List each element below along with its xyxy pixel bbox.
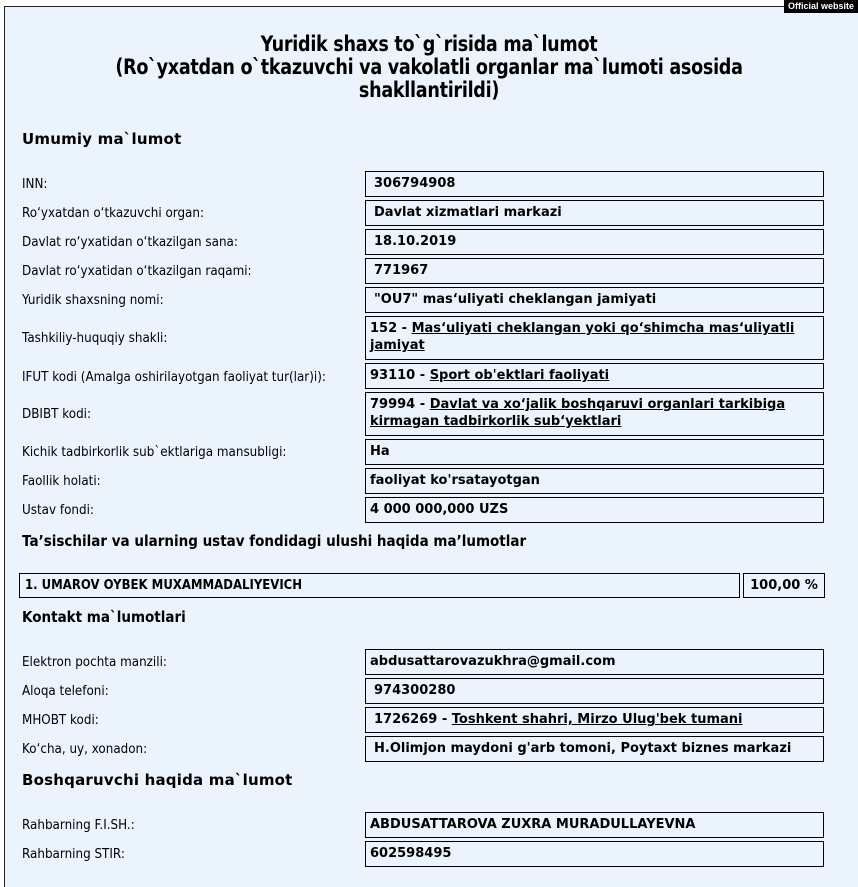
value-phone: 974300280 xyxy=(365,678,824,704)
label-registration-organ: Ro‘yxatdan o‘tkazuvchi organ: xyxy=(22,206,205,221)
label-ifut-code: IFUT kodi (Amalga oshirilayotgan faoliyat tur(lar)i): xyxy=(22,370,326,385)
section-heading-general: Umumiy ma`lumot xyxy=(22,130,182,148)
ifut-code: 93110 xyxy=(370,368,416,383)
label-manager-name: Rahbarning F.I.SH.: xyxy=(22,818,135,833)
value-charter-fund: 4 000 000,000 UZS xyxy=(365,497,824,523)
value-manager-stir: 602598495 xyxy=(365,841,824,867)
value-legal-form: 152 - Mas‘uliyati cheklangan yoki qo‘shimcha mas‘uliyatli jamiyat xyxy=(365,316,824,360)
label-charter-fund: Ustav fondi: xyxy=(22,503,94,518)
label-manager-stir: Rahbarning STIR: xyxy=(22,847,125,862)
label-phone: Aloqa telefoni: xyxy=(22,684,109,699)
value-activity-status: faoliyat ko'rsatayotgan xyxy=(365,468,824,494)
founder-name xyxy=(19,573,740,598)
title-line-1: Yuridik shaxs to`g`risida ma`lumot xyxy=(260,32,598,56)
value-entity-name xyxy=(365,287,824,313)
value-inn: 306794908 xyxy=(365,171,824,197)
label-entity-name: Yuridik shaxsning nomi: xyxy=(22,293,164,308)
value-registration-number: 771967 xyxy=(365,258,824,284)
value-email: abdusattarovazukhra@gmail.com xyxy=(365,649,824,675)
value-manager-name: ABDUSATTAROVA ZUXRA MURADULLAYEVNA xyxy=(365,812,824,838)
label-email: Elektron pochta manzili: xyxy=(22,655,167,670)
mhobt-code: 1726269 xyxy=(374,712,438,727)
label-legal-form: Tashkiliy-huquqiy shakli: xyxy=(22,331,168,346)
entity-name-text: "OU7" mas‘uliyati cheklangan jamiyati xyxy=(374,292,657,307)
dbibt-code: 79994 xyxy=(370,397,416,412)
label-inn: INN: xyxy=(22,177,48,192)
legal-form-code: 152 xyxy=(370,321,398,336)
title-line-3: shakllantirildi) xyxy=(358,78,500,102)
label-registration-number: Davlat ro‘yxatidan o‘tkazilgan raqami: xyxy=(22,264,252,279)
label-small-business: Kichik tadbirkorlik sub`ektlariga mansubligi: xyxy=(22,445,287,460)
section-heading-manager: Boshqaruvchi haqida ma`lumot xyxy=(22,771,293,789)
value-registration-organ: Davlat xizmatlari markazi xyxy=(365,200,824,226)
founder-share: 100,00 % xyxy=(743,573,825,598)
value-mhobt-code: 1726269 - Toshkent shahri, Mirzo Ulug'bek tumani xyxy=(365,707,824,733)
title-line-2: (Ro`yxatdan o`tkazuvchi va vakolatli organlar ma`lumoti asosida xyxy=(115,55,743,79)
section-heading-contact: Kontakt ma`lumotlari xyxy=(22,608,186,626)
official-website-badge[interactable]: Official website xyxy=(784,0,858,13)
section-heading-founders: Ta’sischilar va ularning ustav fondidagi ulushi haqida ma’lumotlar xyxy=(22,532,527,550)
label-address: Ko‘cha, uy, xonadon: xyxy=(22,742,148,757)
dbibt-link[interactable]: Davlat va xo‘jalik boshqaruvi organlari tarkibiga kirmagan tadbirkorlik sub‘yektlari xyxy=(370,397,786,429)
legal-form-link[interactable]: Mas‘uliyati cheklangan yoki qo‘shimcha mas‘uliyatli jamiyat xyxy=(370,321,795,353)
mhobt-location-link[interactable]: Toshkent shahri, Mirzo Ulug'bek tumani xyxy=(451,712,743,727)
label-dbibt-code: DBIBT kodi: xyxy=(22,407,92,422)
label-mhobt-code: MHOBT kodi: xyxy=(22,713,99,728)
label-activity-status: Faollik holati: xyxy=(22,474,101,489)
founder-name-text: 1. UMAROV OYBEK MUXAMMADALIYEVICH xyxy=(25,578,303,593)
value-address: H.Olimjon maydoni g'arb tomoni, Poytaxt biznes markazi xyxy=(365,736,824,762)
value-small-business: Ha xyxy=(365,439,824,465)
label-registration-date: Davlat ro‘yxatidan o‘tkazilgan sana: xyxy=(22,235,238,250)
value-ifut-code: 93110 - Sport ob'ektlari faoliyati xyxy=(365,363,824,389)
value-dbibt-code: 79994 - Davlat va xo‘jalik boshqaruvi organlari tarkibiga kirmagan tadbirkorlik sub‘yektlari xyxy=(365,392,824,436)
ifut-activity-link[interactable]: Sport ob'ektlari faoliyati xyxy=(429,368,610,383)
value-registration-date: 18.10.2019 xyxy=(365,229,824,255)
page-title xyxy=(30,33,828,102)
